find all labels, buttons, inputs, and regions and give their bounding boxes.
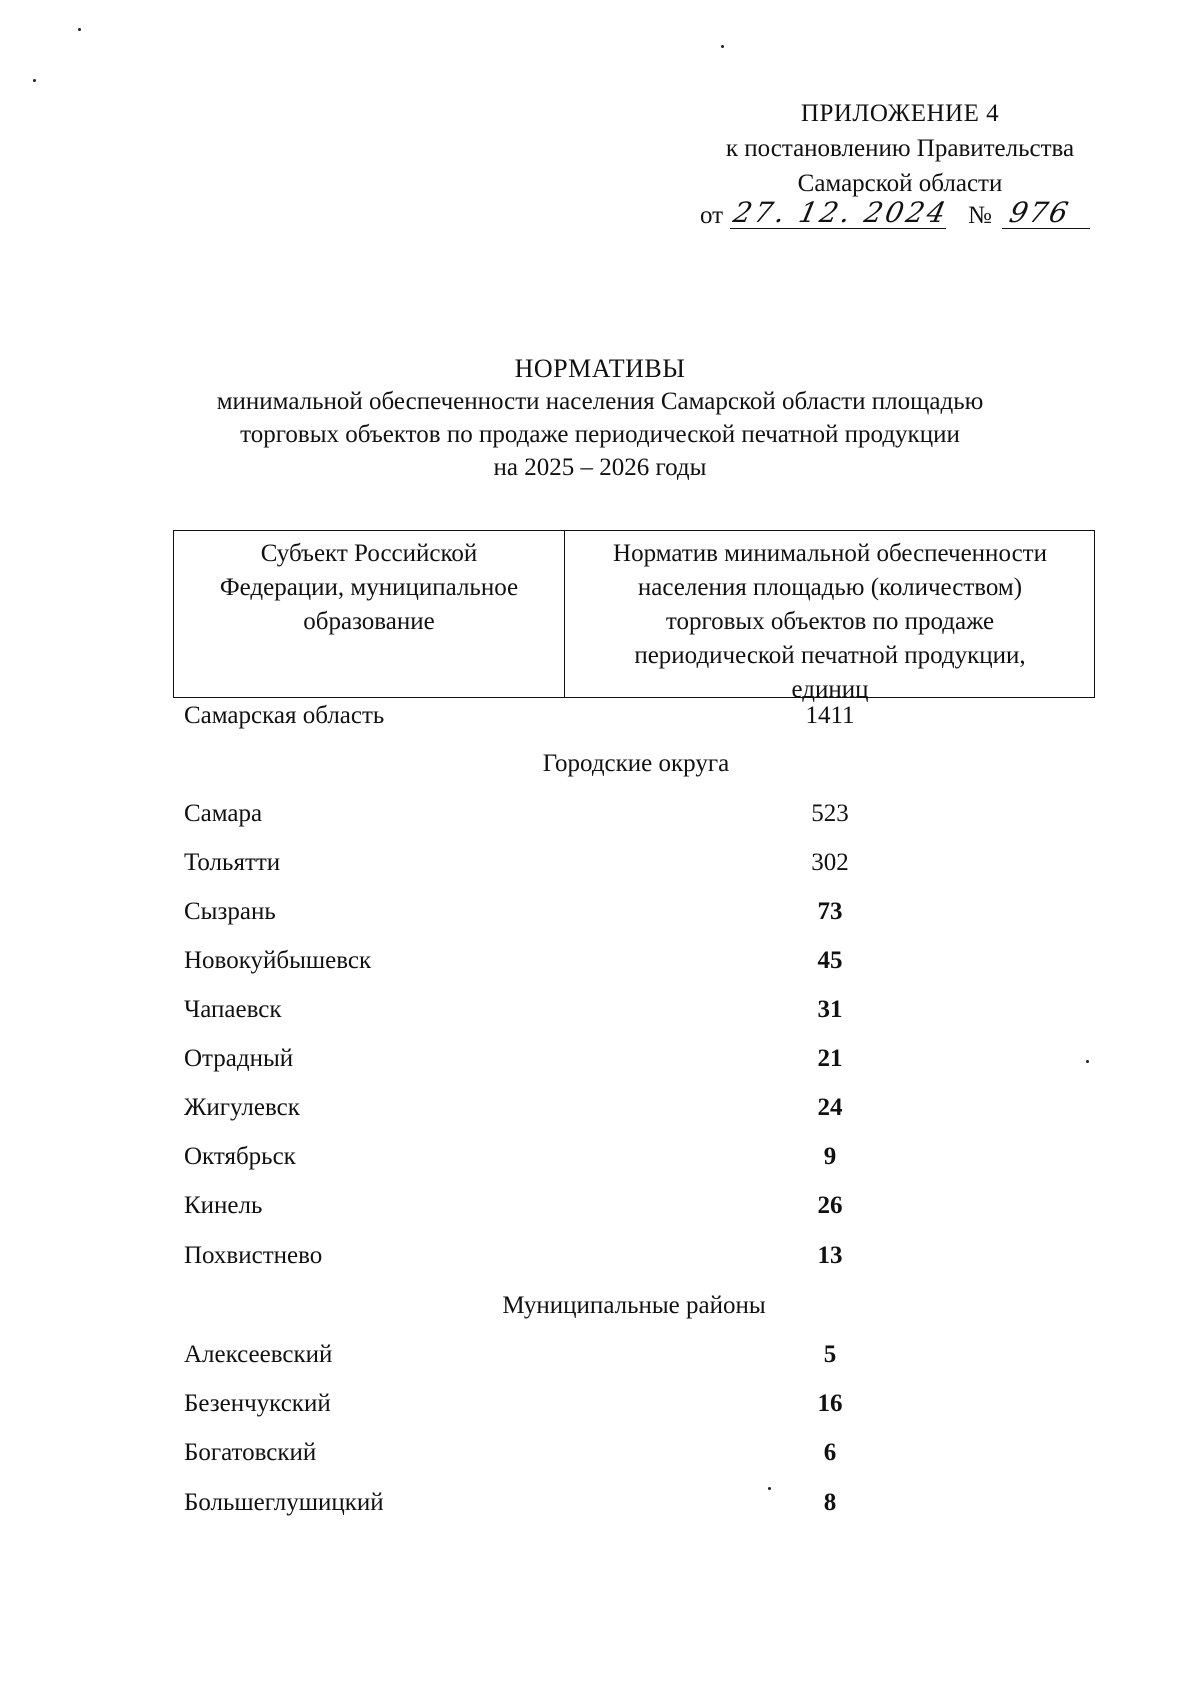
header-col2-line-4: периодической печатной продукции, xyxy=(634,642,1026,669)
row-name: Тольятти xyxy=(184,849,281,876)
document-subtitle-2: торговых объектов по продаже периодической печатной продукции xyxy=(240,421,960,448)
header-subject-column xyxy=(174,537,564,639)
row-value: 45 xyxy=(817,947,843,974)
row-value: 9 xyxy=(823,1143,837,1170)
row-value: 302 xyxy=(811,849,849,876)
header-col2-line-3: торговых объектов по продаже xyxy=(665,608,995,635)
row-value: 24 xyxy=(817,1094,843,1121)
row-name: Сызрань xyxy=(184,898,276,925)
row-name: Большеглушицкий xyxy=(184,1489,384,1516)
row-name: Самарская область xyxy=(184,702,385,729)
row-name: Отрадный xyxy=(184,1045,294,1072)
appendix-line-2: Самарской области xyxy=(797,170,1003,197)
table-row xyxy=(0,800,1200,840)
document-heading: НОРМАТИВЫ xyxy=(514,354,686,383)
table-row xyxy=(0,947,1200,987)
table-row xyxy=(0,1439,1200,1479)
scan-speck xyxy=(33,79,36,82)
from-label: от xyxy=(700,202,724,229)
handwritten-date: 27. 12. 2024 xyxy=(730,196,952,229)
row-value: 13 xyxy=(817,1242,843,1269)
table-row xyxy=(0,996,1200,1036)
table-row xyxy=(0,849,1200,889)
header-col2-line-1: Норматив минимальной обеспеченности xyxy=(613,540,1047,567)
scan-speck xyxy=(721,45,724,48)
header-col1-line-3: образование xyxy=(303,608,435,635)
table-row xyxy=(0,1242,1200,1282)
document-subtitle-1: минимальной обеспеченности населения Самарской области площадью xyxy=(216,388,984,415)
table-row xyxy=(0,702,1200,742)
table-row xyxy=(0,1192,1200,1232)
document-title xyxy=(150,352,1050,484)
row-name: Новокуйбышевск xyxy=(184,947,372,974)
row-name: Алексеевский xyxy=(184,1341,333,1368)
row-value: 6 xyxy=(823,1439,837,1466)
appendix-line-1: к постановлению Правительства xyxy=(725,135,1075,162)
decree-date-number xyxy=(700,196,1100,236)
row-value: 26 xyxy=(817,1192,843,1219)
table-row xyxy=(0,1390,1200,1430)
number-underline xyxy=(1002,228,1090,229)
header-col1-line-2: Федерации, муниципальное xyxy=(219,574,519,601)
table-row xyxy=(0,1094,1200,1134)
column-divider xyxy=(564,531,565,697)
row-name: Жигулевск xyxy=(184,1094,300,1121)
row-value: 8 xyxy=(823,1489,837,1516)
table-row xyxy=(0,898,1200,938)
header-col2-line-2: населения площадью (количеством) xyxy=(637,574,1023,601)
row-value: 73 xyxy=(817,898,843,925)
row-name: Самара xyxy=(184,800,263,827)
document-subtitle-3: на 2025 – 2026 годы xyxy=(493,454,707,481)
row-name: Похвистнево xyxy=(184,1242,323,1269)
row-value: 1411 xyxy=(805,702,855,729)
header-norm-column xyxy=(566,537,1094,707)
table-row xyxy=(0,1143,1200,1183)
row-value: 16 xyxy=(817,1390,843,1417)
section-municipal-districts: Муниципальные районы xyxy=(502,1292,766,1319)
table-row xyxy=(0,1489,1200,1529)
row-name: Безенчукский xyxy=(184,1390,331,1417)
table-row xyxy=(0,1341,1200,1381)
header-col1-line-1: Субъект Российской xyxy=(260,540,478,567)
row-value: 5 xyxy=(823,1341,837,1368)
header-col2-line-5: единиц xyxy=(791,676,869,703)
date-underline xyxy=(730,228,946,229)
row-value: 21 xyxy=(817,1045,843,1072)
row-name: Чапаевск xyxy=(184,996,282,1023)
handwritten-number: 976 xyxy=(1006,196,1073,229)
table-header xyxy=(173,530,1095,703)
appendix-title: ПРИЛОЖЕНИЕ 4 xyxy=(800,100,1000,127)
scan-speck xyxy=(78,28,81,31)
section-urban-districts: Городские округа xyxy=(542,750,730,777)
row-name: Богатовский xyxy=(184,1439,317,1466)
row-value: 31 xyxy=(817,996,843,1023)
row-value: 523 xyxy=(811,800,849,827)
number-label: № xyxy=(968,202,992,229)
appendix-header xyxy=(690,96,1110,201)
row-name: Октябрьск xyxy=(184,1143,296,1170)
row-name: Кинель xyxy=(184,1192,263,1219)
table-row xyxy=(0,1045,1200,1085)
